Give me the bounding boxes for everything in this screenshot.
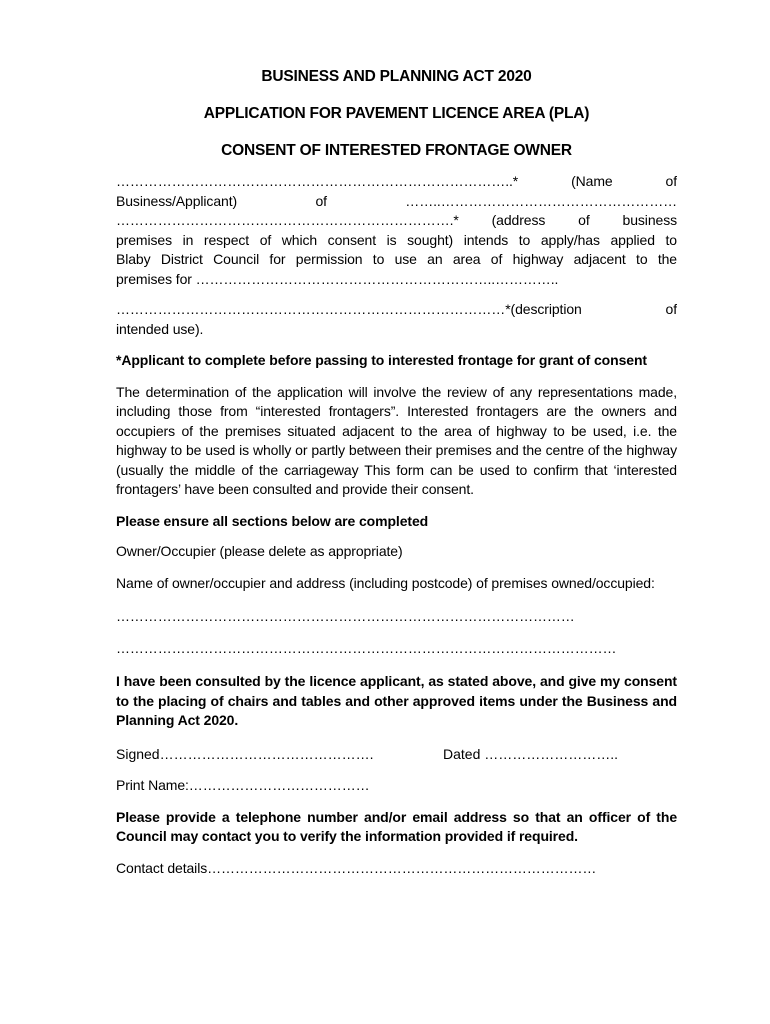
dotted-line-2[interactable]: ……………………………………………………………………………………………… — [116, 639, 617, 656]
act-title: BUSINESS AND PLANNING ACT 2020 — [261, 68, 532, 85]
name-address-prompt: Name of owner/occupier and address (including postcode) of premises owned/occupied: — [116, 574, 655, 591]
intro-line-business-name: …………………………………………………………………………..* (Name of — [116, 173, 677, 189]
application-title: APPLICATION FOR PAVEMENT LICENCE AREA (PLA) — [203, 105, 590, 122]
contact-request: Please provide a telephone number and/or email address so that an officer of the Council may contact you to verify the information provided if required. — [116, 808, 677, 844]
owner-occupier-label: Owner/Occupier (please delete as appropriate) — [116, 543, 403, 559]
consent-statement: I have been consulted by the licence applicant, as stated above, and give my consent to the placing of chairs and tables and other approved items under the Business and Planning Act 2020. — [116, 673, 677, 728]
signature-row — [116, 745, 677, 765]
intro-line-premises-for: premises for ………………………………………………………..………….. — [116, 270, 559, 287]
intro-line-premises: premises in respect of which consent is sought) intends to apply/has applied to — [116, 231, 677, 248]
intro-paragraph — [116, 172, 677, 289]
consent-form-page — [116, 66, 677, 878]
ensure-heading: Please ensure all sections below are completed — [116, 512, 429, 529]
print-name-field[interactable]: Print Name:………………………………… — [116, 777, 370, 793]
intro-line-council: Blaby District Council for permission to use an area of highway adjacent to the — [116, 251, 677, 267]
intended-use-end: intended use). — [116, 320, 204, 337]
signed-field[interactable]: Signed………………………………………. — [116, 745, 374, 762]
applicant-note: *Applicant to complete before passing to interested frontage for grant of consent — [116, 352, 647, 368]
determination-paragraph: The determination of the application will involve the review of any representations made, including those from “interested frontagers”. Interested frontagers are the owners and occupiers of the premises situated adjacent to the area of highway to be used, i.e. the highway to be used is wholly or partly between their premises and the centre of the highway (usually the middle of the carriageway This form can be used to confirm that ‘interested frontagers’ have been consulted and provide their consent. — [116, 383, 677, 497]
contact-details-field[interactable]: Contact details………………………………………………………………………… — [116, 859, 597, 876]
intro-line-address: ……………………………………………………………….* (address of business — [116, 212, 677, 228]
dotted-line-1[interactable]: ……………………………………………………………………………………… — [116, 608, 575, 624]
intended-use-line: …………………………………………………………………………*(description of — [116, 301, 677, 317]
intended-use-paragraph — [116, 300, 677, 339]
intro-line-applicant: Business/Applicant) of ……..…………………………………………… — [116, 192, 677, 209]
consent-title: CONSENT OF INTERESTED FRONTAGE OWNER — [221, 142, 572, 159]
dated-field[interactable]: Dated ……………………….. — [443, 745, 619, 762]
